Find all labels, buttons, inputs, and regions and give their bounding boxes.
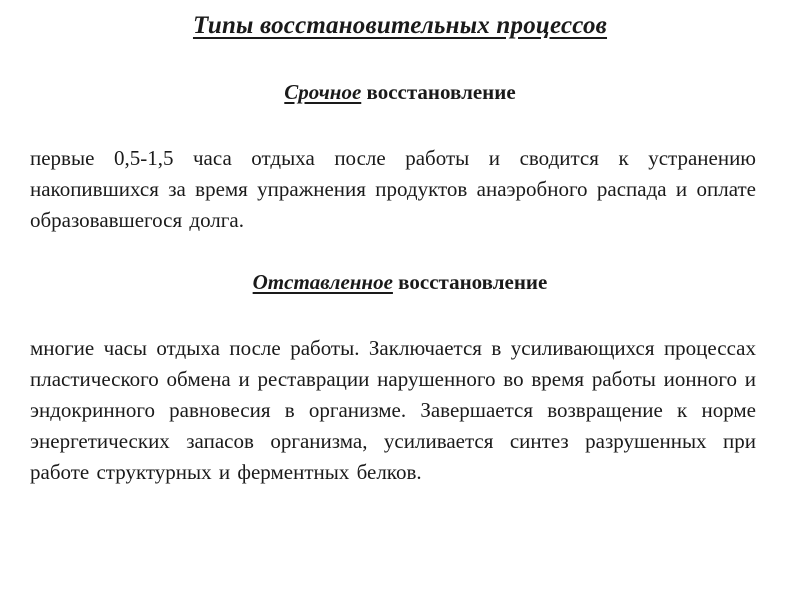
- section-heading-rest-urgent: восстановление: [366, 80, 516, 104]
- section-term-delayed: Отставленное: [252, 270, 393, 294]
- section-text-delayed: многие часы отдыха после работы. Заключается в усиливающихся процессах пластического обмена и реставрации нарушенного во время работы ионного и эндокринного равновесия в организме. Завершается возвращение к норме энергетических запасов организма, усиливается синтез разрушенных при работе структурных и ферментных белков.: [30, 336, 756, 484]
- section-heading-urgent: [0, 80, 800, 105]
- section-heading-rest-delayed: восстановление: [398, 270, 548, 294]
- section-heading-delayed: [0, 270, 800, 295]
- page-title: Типы восстановительных процессов: [192, 12, 608, 39]
- section-term-urgent: Срочное: [284, 80, 362, 104]
- section-text-urgent: первые 0,5-1,5 часа отдыха после работы и сводится к устранению накопившихся за время упражнения продуктов анаэробного распада и оплате образовавшегося долга.: [30, 146, 756, 232]
